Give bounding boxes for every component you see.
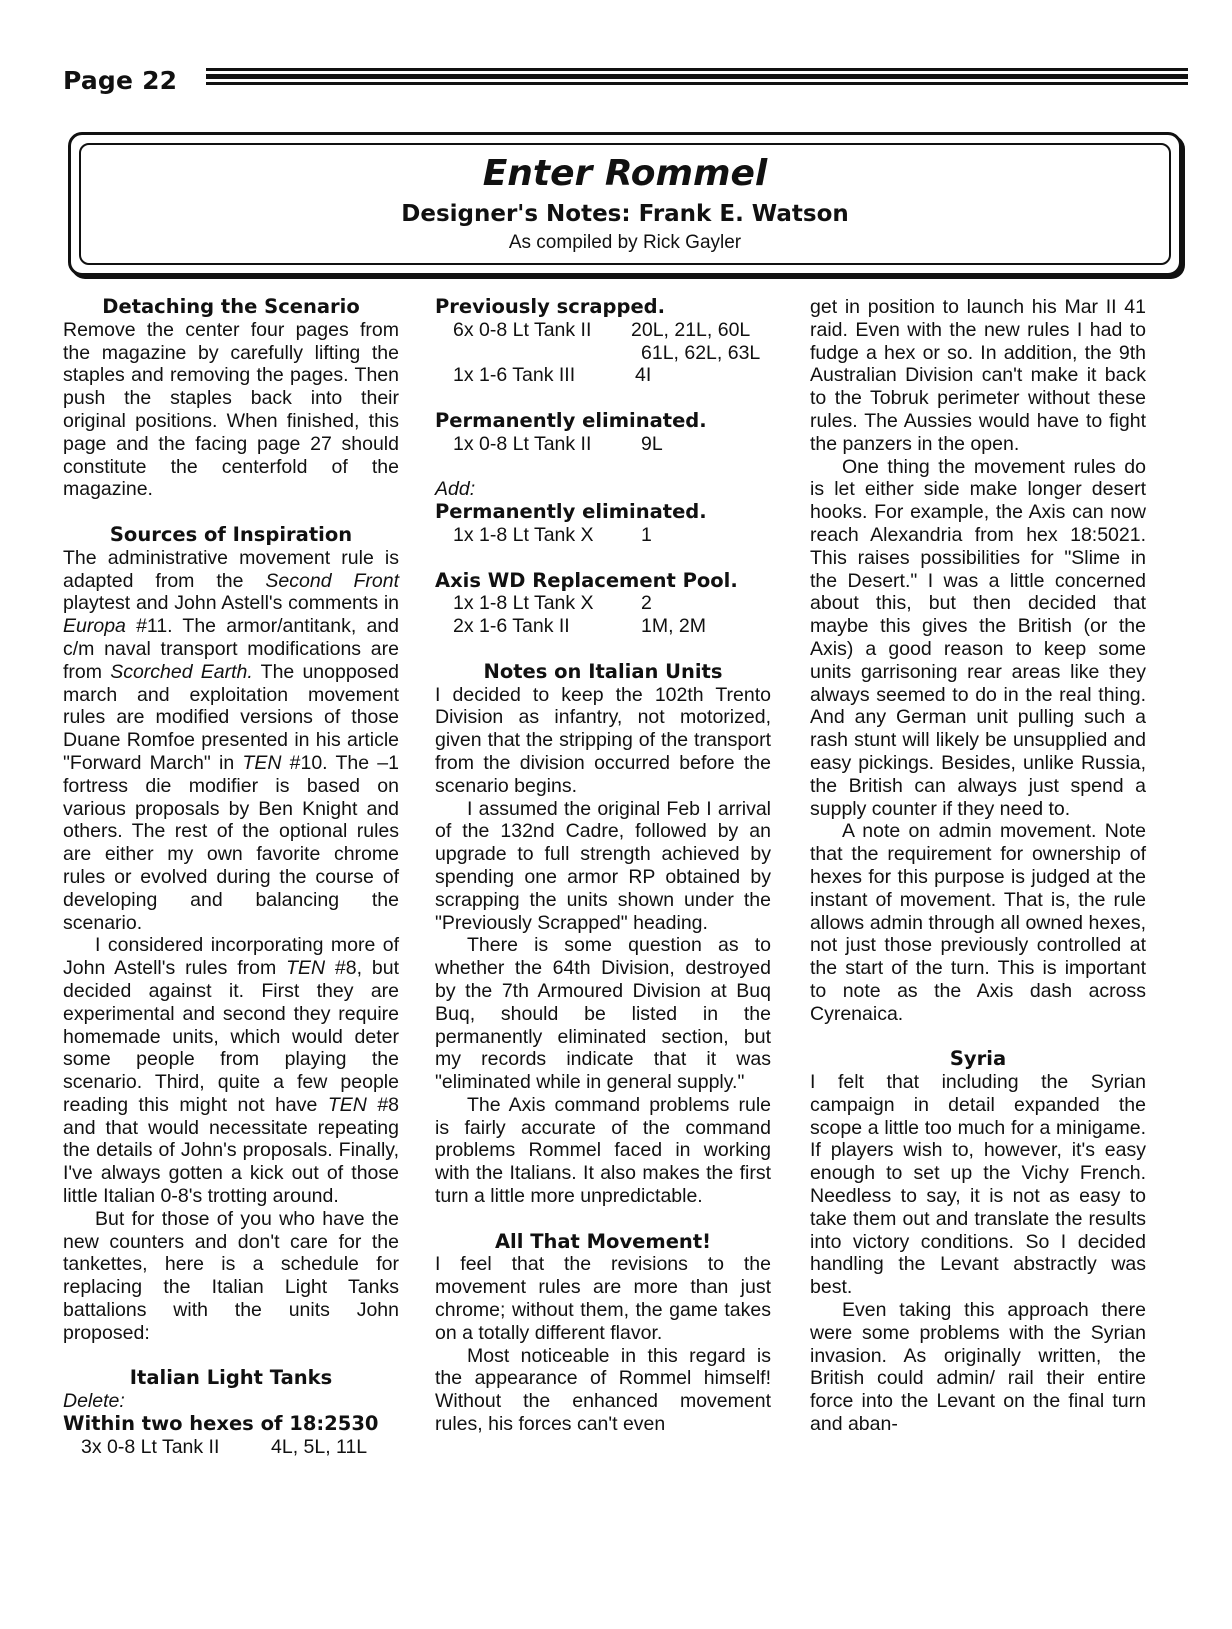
paragraph: I felt that including the Syrian campaign in detail expanded the scope a little too much for a minigame. If players wish to, however, it's easy enough to set up the Vichy French. Needless to say, it is not as easy to take them out and translate the results into victory conditions. So I decided handling the Levant abstractly was best.	[810, 1071, 1146, 1299]
heading-syria: Syria	[949, 1047, 1007, 1071]
within-label: Within two hexes of 18:2530	[63, 1412, 379, 1436]
article-credit: As compiled by Rick Gayler	[508, 232, 742, 253]
column-1	[63, 296, 399, 1459]
column-3	[810, 296, 1146, 1436]
paragraph: Remove the center four pages from the magazine by carefully lifting the staples and removing the pages. Then push the staples back into their original positions. When finished, this page and the facing page 27 should constitute the centerfold of the magazine.	[63, 318, 399, 501]
unit-row: 1x 1-8 Lt Tank X 1	[453, 523, 652, 546]
heading-sources: Sources of Inspiration	[109, 522, 353, 546]
paragraph: There is some question as to whether the 64th Division, destroyed by the 7th Armoured Division at Buq Buq, should be listed in the permanently eliminated section, but my records indicate that it was "eliminated while in general supply."	[435, 934, 771, 1094]
paragraph: One thing the movement rules do is let either side make longer desert hooks. For example, the Axis can now reach Alexandria from hex 18:5021. This raises possibilities for "Slime in the Desert." I was a little concerned about this, but then decided that maybe this gives the British (or the Axis) a good reason to keep some units garrisoning rear areas like they always seemed to do in the real thing. And any German unit pulling such a rash stunt will likely be unsupplied and easy pickings. Besides, unlike Russia, the British can always just spend a supply counter if they need to.	[810, 455, 1146, 820]
paragraph: The administrative movement rule is adapted from the Second Front playtest and John Astell's comments in Europa #11. The armor/antitank, and c/m naval transport modifications are from Scorched Earth. The unopposed march and exploitation movement rules are modified versions of those Duane Romfoe presented in his article "Forward March" in TEN #10. The –1 fortress die modifier is based on various proposals by Ben Knight and others. The rest of the optional rules are either my own favorite chrome rules or evolved during the course of developing and balancing the scenario.	[63, 546, 399, 934]
page-number: Page 22	[63, 66, 178, 95]
paragraph: I feel that the revisions to the movement rules are more than just chrome; without them, the game takes on a totally different flavor.	[435, 1253, 771, 1344]
column-2	[435, 296, 771, 1436]
heading-detaching: Detaching the Scenario	[102, 295, 360, 318]
paragraph: I considered incorporating more of John Astell's rules from TEN #8, but decided against it. First they are experimental and second they require homemade units, which would deter some people from playing the scenario. Third, quite a few people reading this might not have TEN #8 and that would necessitate repeating the details of John's proposals. Finally, I've always gotten a kick out of those little Italian 0-8's trotting around.	[63, 934, 400, 1208]
paragraph: I decided to keep the 102th Trento Division as infantry, not motorized, given that the stripping of the transport from the division occurred before the scenario begins.	[435, 683, 771, 797]
unit-row: 3x 0-8 Lt Tank II 4L, 5L, 11L	[81, 1435, 368, 1458]
unit-row: 1x 1-6 Tank III 4I	[453, 364, 652, 387]
title-box	[68, 132, 1182, 276]
unit-row: 1x 0-8 Lt Tank II 9L	[453, 432, 663, 455]
header-rule	[206, 68, 1188, 88]
permanently-eliminated-heading: Permanently eliminated.	[435, 408, 707, 432]
delete-label: Delete:	[63, 1390, 125, 1413]
permanently-eliminated-heading: Permanently eliminated.	[435, 500, 707, 524]
axis-pool-heading: Axis WD Replacement Pool.	[435, 568, 738, 592]
article-subtitle: Designer's Notes: Frank E. Watson	[401, 201, 849, 227]
paragraph: get in position to launch his Mar II 41 raid. Even with the new rules I had to fudge a hex or so. In addition, the 9th Australian Division can't make it back to the Tobruk perimeter without these rules. The Aussies would have to fight the panzers in the open.	[810, 296, 1146, 455]
unit-row: 1x 1-8 Lt Tank X 2	[453, 592, 652, 615]
paragraph: The Axis command problems rule is fairly accurate of the command problems Rommel faced in working with the Italians. It also makes the first turn a little more unpredictable.	[435, 1093, 771, 1208]
paragraph: A note on admin movement. Note that the requirement for ownership of hexes for this purpose is judged at the instant of movement. That is, the rule allows admin through all owned hexes, not just those previously controlled at the start of the turn. This is important to note as the Axis dash across Cyrenaica.	[810, 820, 1146, 1025]
add-label: Add:	[435, 478, 476, 501]
paragraph: Even taking this approach there were some problems with the Syrian invasion. As originally written, the British could admin/ rail their entire force into the Levant on the final turn and aban-	[810, 1299, 1146, 1436]
unit-row: 61L, 62L, 63L	[641, 341, 761, 364]
article-title: Enter Rommel	[482, 153, 768, 194]
heading-italian-units: Notes on Italian Units	[483, 659, 723, 683]
unit-row: 6x 0-8 Lt Tank II 20L, 21L, 60L	[453, 318, 751, 341]
heading-italian-light-tanks: Italian Light Tanks	[129, 1366, 333, 1390]
unit-row: 2x 1-6 Tank II 1M, 2M	[453, 615, 707, 638]
previously-scrapped-heading: Previously scrapped.	[435, 295, 666, 318]
paragraph: But for those of you who have the new counters and don't care for the tankettes, here is a schedule for replacing the Italian Light Tanks battalions with the units John proposed:	[63, 1207, 399, 1344]
paragraph: I assumed the original Feb I arrival of the 132nd Cadre, followed by an upgrade to full strength achieved by spending one armor RP obtained by scrapping the units shown under the "Previously Scrapped" heading.	[435, 797, 771, 934]
paragraph: Most noticeable in this regard is the appearance of Rommel himself! Without the enhanced movement rules, his forces can't even	[435, 1344, 771, 1436]
heading-movement: All That Movement!	[494, 1229, 712, 1253]
